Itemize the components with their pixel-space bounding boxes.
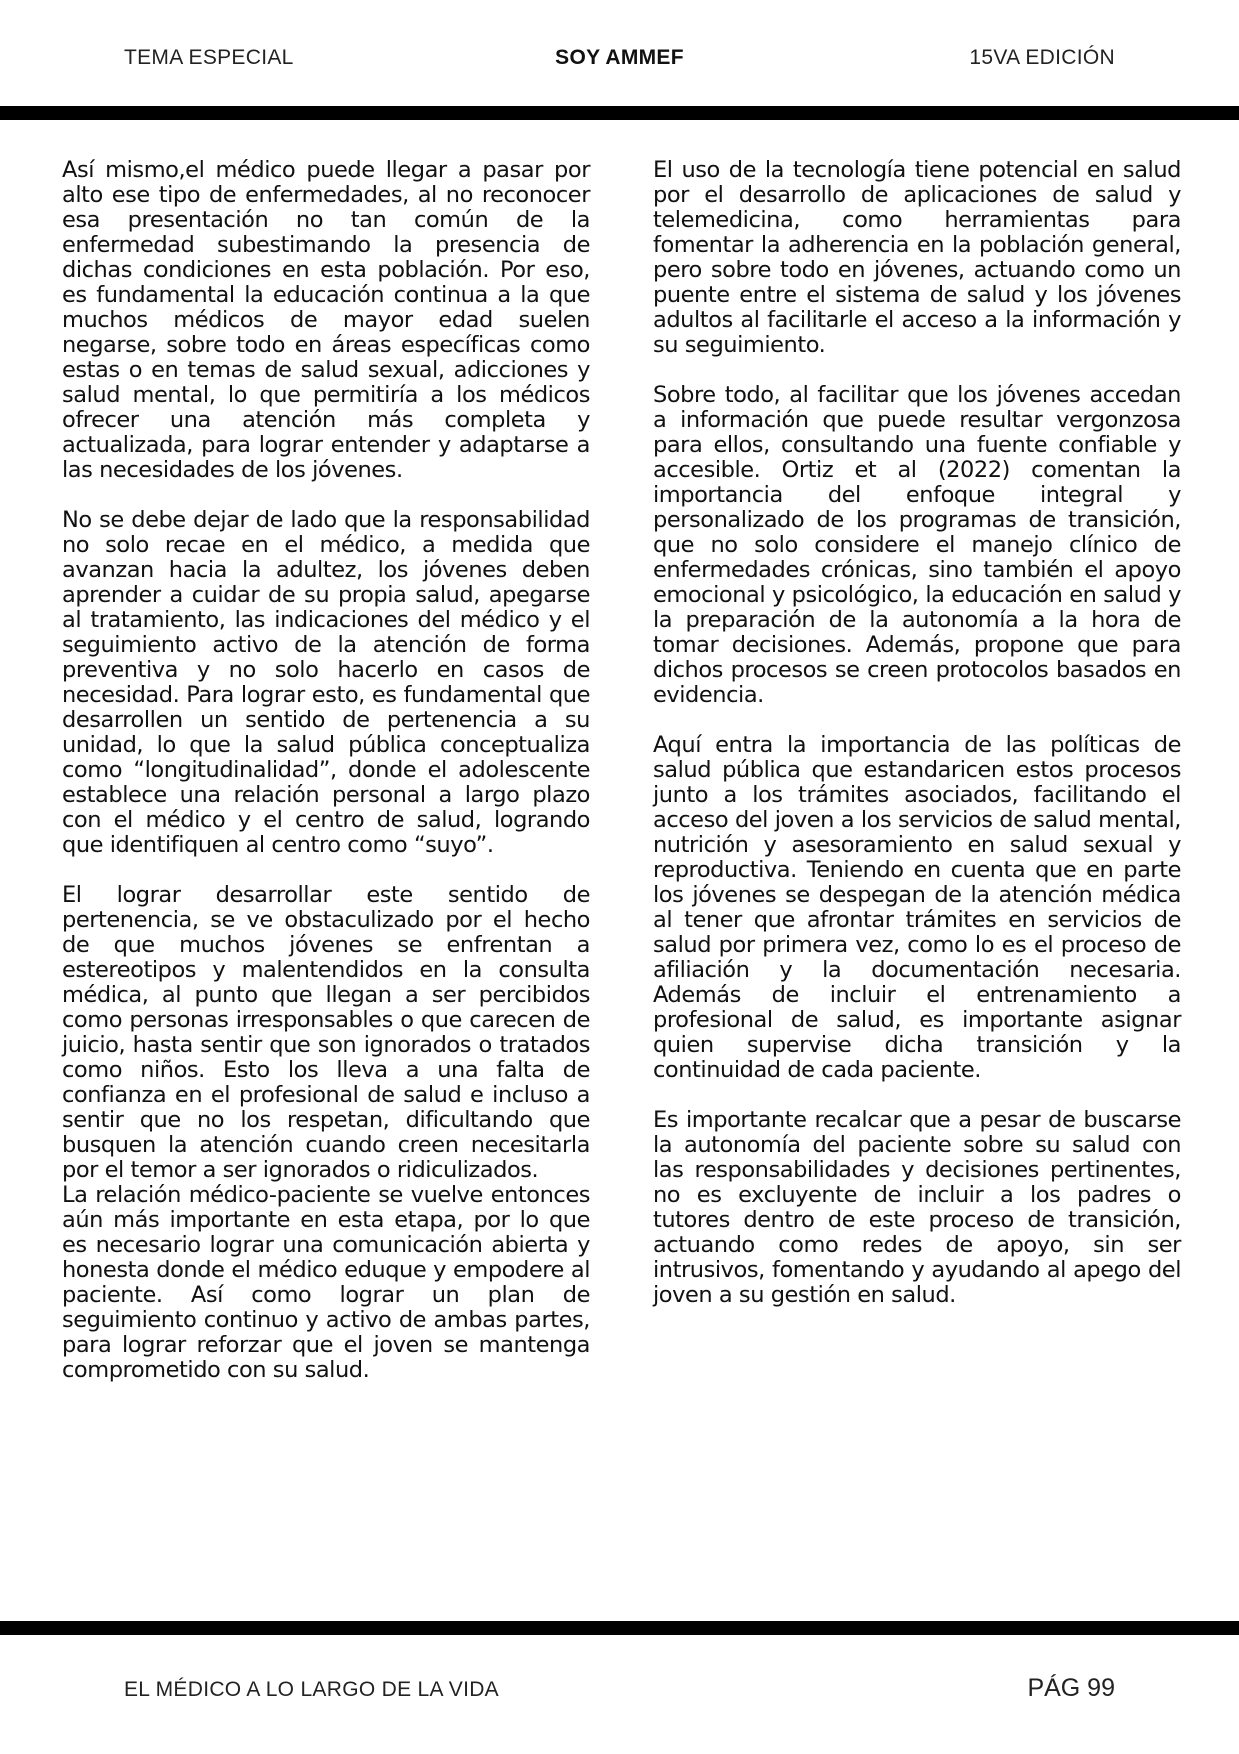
paragraph: Así mismo,el médico puede llegar a pasar por alto ese tipo de enfermedades, al no reconocer esa presentación no tan común de la enfermedad subestimando la presencia de dichas condiciones en esta población. Por eso, es fundamental la educación continua a la que muchos médicos de mayor edad suelen negarse, sobre todo en áreas específicas como estas o en temas de salud sexual, adicciones y salud mental, lo que permitiría a los médicos ofrecer una atención más completa y actualizada, para lograr entender y adaptarse a las necesidades de los jóvenes. — [62, 157, 590, 483]
header-publication-title: SOY AMMEF — [555, 46, 684, 69]
paragraph: Es importante recalcar que a pesar de buscarse la autonomía del paciente sobre su salud con las responsabilidades y decisiones pertinentes, no es excluyente de incluir a los padres o tutores dentro de este proceso de transición, actuando como redes de apoyo, sin ser intrusivos, fomentando y ayudando al apego del joven a su gestión en salud. — [653, 1107, 1181, 1308]
footer-divider — [0, 1621, 1239, 1635]
paragraph: Aquí entra la importancia de las políticas de salud pública que estandaricen estos procesos junto a los trámites asociados, facilitando el acceso del joven a los servicios de salud mental, nutrición y asesoramiento en salud sexual y reproductiva. Teniendo en cuenta que en parte los jóvenes se despegan de la atención médica al tener que afrontar trámites en servicios de salud por primera vez, como lo es el proceso de afiliación y la documentación necesaria. Además de incluir el entrenamiento a profesional de salud, es importante asignar quien supervise dicha transición y la continuidad de cada paciente. — [653, 732, 1181, 1083]
left-column — [62, 158, 590, 1408]
paragraph: La relación médico-paciente se vuelve entonces aún más importante en esta etapa, por lo que es necesario lograr una comunicación abierta y honesta donde el médico eduque y empodere al paciente. Así como lograr un plan de seguimiento continuo y activo de ambas partes, para lograr reforzar que el joven se mantenga comprometido con su salud. — [62, 1182, 590, 1383]
page-number: PÁG 99 — [1027, 1674, 1115, 1702]
paragraph: No se debe dejar de lado que la responsabilidad no solo recae en el médico, a medida que avanzan hacia la adultez, los jóvenes deben aprender a cuidar de su propia salud, apegarse al tratamiento, las indicaciones del médico y el seguimiento activo de la atención de forma preventiva y no solo hacerlo en casos de necesidad. Para lograr esto, es fundamental que desarrollen un sentido de pertenencia a su unidad, lo que la salud pública conceptualiza como “longitudinalidad”, donde el adolescente establece una relación personal a largo plazo con el médico y el centro de salud, logrando que identifiquen al centro como “suyo”. — [62, 507, 590, 858]
page-header — [0, 0, 1239, 106]
header-section-label: TEMA ESPECIAL — [124, 46, 294, 69]
paragraph: Sobre todo, al facilitar que los jóvenes accedan a información que puede resultar vergonzosa para ellos, consultando una fuente confiable y accesible. Ortiz et al (2022) comentan la importancia del enfoque integral y personalizado de los programas de transición, que no solo considere el manejo clínico de enfermedades crónicas, sino también el apoyo emocional y psicológico, la educación en salud y la preparación de la autonomía a la hora de tomar decisiones. Además, propone que para dichos procesos se creen protocolos basados en evidencia. — [653, 382, 1181, 708]
header-divider — [0, 106, 1239, 120]
right-column — [653, 158, 1181, 1333]
header-edition: 15VA EDICIÓN — [969, 46, 1115, 69]
paragraph: El lograr desarrollar este sentido de pertenencia, se ve obstaculizado por el hecho de que muchos jóvenes se enfrentan a estereotipos y malentendidos en la consulta médica, al punto que llegan a ser percibidos como personas irresponsables o que carecen de juicio, hasta sentir que son ignorados o tratados como niños. Esto los lleva a una falta de confianza en el profesional de salud e incluso a sentir que no los respetan, dificultando que busquen la atención cuando creen necesitarla por el temor a ser ignorados o ridiculizados. — [62, 882, 590, 1183]
footer-section-title: EL MÉDICO A LO LARGO DE LA VIDA — [124, 1678, 499, 1701]
paragraph: El uso de la tecnología tiene potencial en salud por el desarrollo de aplicaciones de salud y telemedicina, como herramientas para fomentar la adherencia en la población general, pero sobre todo en jóvenes, actuando como un puente entre el sistema de salud y los jóvenes adultos al facilitarle el acceso a la información y su seguimiento. — [653, 157, 1181, 358]
